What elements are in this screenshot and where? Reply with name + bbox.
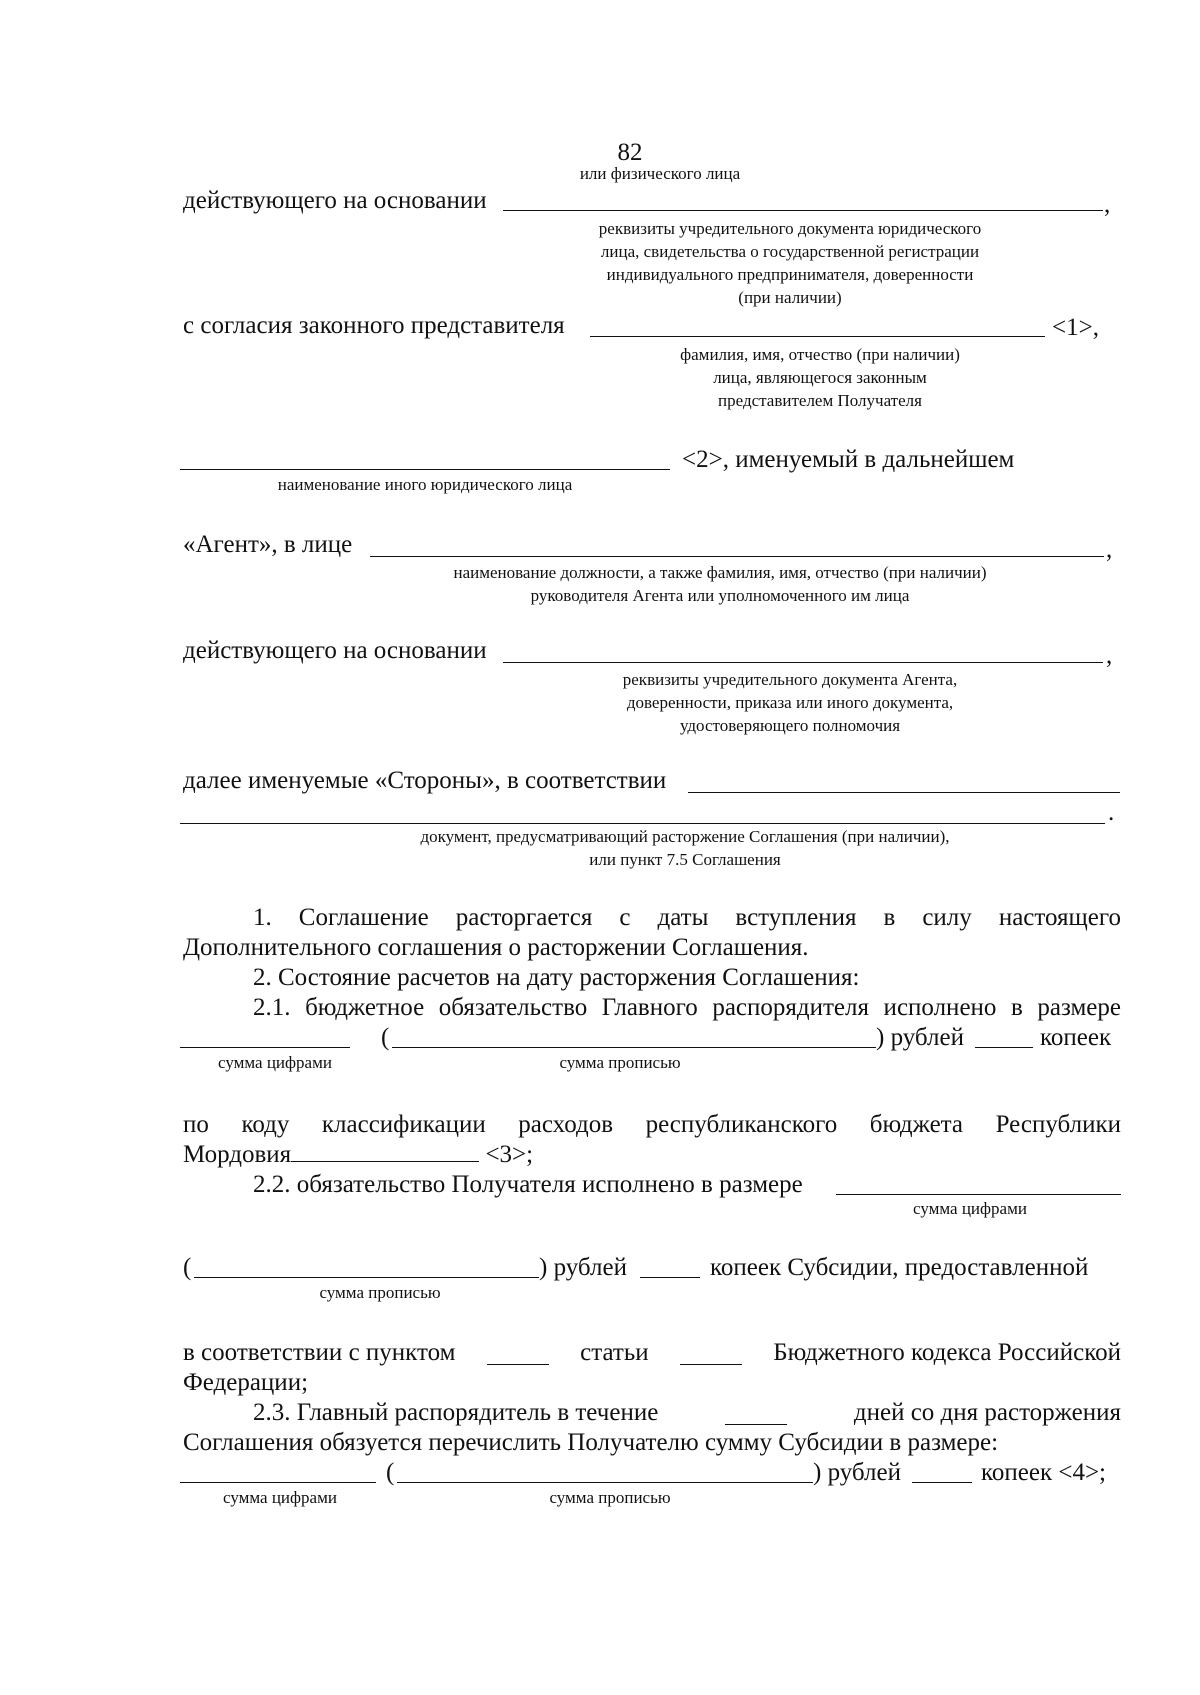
article-label: статьи: [580, 1339, 649, 1366]
other-entity-blank[interactable]: [180, 469, 670, 470]
other-entity-caption: наименование иного юридического лица: [277, 475, 573, 494]
sum-words-caption-2: сумма прописью: [319, 1283, 441, 1302]
clause-2-2-kopecks: копеек Субсидии, предоставленной: [710, 1254, 1089, 1281]
sum-digits-blank[interactable]: [180, 1047, 350, 1048]
paren-open-2: (: [183, 1254, 192, 1281]
legal-rep-caption-3: представителем Получателя: [718, 391, 922, 410]
acting-basis-caption-4: (при наличии): [738, 288, 842, 307]
rubles-label: ) рублей: [876, 1024, 964, 1051]
classification-code-blank[interactable]: [291, 1141, 479, 1162]
clause-2-3-kopecks: копеек <4>;: [981, 1459, 1106, 1486]
legal-rep-caption-2: лица, являющегося законным: [713, 368, 927, 387]
clause-2: 2. Состояние расчетов на дату расторжения Соглашения:: [253, 964, 860, 991]
parties-caption-1: документ, предусматривающий расторжение Соглашения (при наличии),: [420, 827, 950, 846]
agent-caption-1: наименование должности, а также фамилия, имя, отчество (при наличии): [453, 563, 987, 582]
page-number: 82: [617, 139, 643, 166]
clause-2-2: 2.2. обязательство Получателя исполнено в размере: [253, 1171, 803, 1198]
kopecks-blank-2[interactable]: [640, 1277, 700, 1278]
period: .: [1108, 799, 1115, 826]
sum-digits-caption-3: сумма цифрами: [223, 1488, 337, 1507]
point-label: в соответствии с пунктом: [183, 1339, 456, 1366]
acting-basis-2-label: действующего на основании: [183, 637, 487, 664]
acting-basis-blank[interactable]: [503, 210, 1103, 211]
other-entity-suffix: <2>, именуемый в дальнейшем: [682, 446, 1015, 473]
kopecks-label: копеек: [1040, 1024, 1112, 1051]
parties-caption-2: или пункт 7.5 Соглашения: [589, 850, 781, 869]
clause-2-3-line-2: Соглашения обязуется перечислить Получателю сумму Субсидии в размере:: [183, 1429, 999, 1456]
footnote-1: <1>,: [1052, 314, 1099, 341]
parties-blank-1[interactable]: [688, 792, 1120, 793]
agent-blank[interactable]: [370, 556, 1104, 557]
sum-words-blank-2[interactable]: [194, 1277, 539, 1278]
comma: ,: [1106, 536, 1113, 563]
acting-basis-label: действующего на основании: [183, 187, 487, 214]
acting-basis-2-caption-3: удостоверяющего полномочия: [679, 716, 901, 735]
point-blank[interactable]: [487, 1344, 549, 1365]
sum-digits-caption-2: сумма цифрами: [913, 1199, 1027, 1218]
budget-code-label: Бюджетного кодекса Российской: [773, 1339, 1121, 1366]
kopecks-blank-3[interactable]: [912, 1482, 972, 1483]
acting-basis-caption-3: индивидуального предпринимателя, доверенности: [606, 265, 974, 284]
sum-words-blank[interactable]: [392, 1047, 876, 1048]
clause-1-line-1: 1. Соглашение расторгается с даты вступления в силу настоящего: [253, 904, 1121, 931]
clause-2-2-cont-2: Федерации;: [183, 1369, 309, 1396]
sum-words-blank-3[interactable]: [397, 1482, 813, 1483]
sum-words-caption-3: сумма прописью: [549, 1488, 671, 1507]
acting-basis-caption-2: лица, свидетельства о государственной регистрации: [600, 242, 980, 261]
sum-digits-blank-2[interactable]: [836, 1194, 1121, 1195]
comma: ,: [1104, 191, 1111, 218]
clause-2-3-start: 2.3. Главный распорядитель в течение: [253, 1399, 659, 1426]
acting-basis-2-blank[interactable]: [503, 662, 1103, 663]
article-blank[interactable]: [680, 1344, 742, 1365]
header-caption: или физического лица: [579, 164, 741, 183]
comma: ,: [1106, 642, 1113, 669]
sum-digits-blank-3[interactable]: [180, 1482, 376, 1483]
days-blank[interactable]: [725, 1404, 787, 1425]
clause-2-1: 2.1. бюджетное обязательство Главного распорядителя исполнено в размере: [253, 994, 1121, 1021]
clause-2-3-end: дней со дня расторжения: [853, 1399, 1121, 1426]
legal-rep-blank[interactable]: [590, 336, 1045, 337]
kopecks-blank[interactable]: [975, 1047, 1033, 1048]
clause-2-1-cont-2: [183, 1140, 533, 1170]
paren-open-3: (: [386, 1459, 395, 1486]
clause-2-1-cont-1: по коду классификации расходов республиканского бюджета Республики: [183, 1111, 1121, 1138]
footnote-3: <3>;: [485, 1141, 534, 1168]
agent-label: «Агент», в лице: [183, 531, 353, 558]
legal-rep-caption-1: фамилия, имя, отчество (при наличии): [680, 345, 960, 364]
rubles-label-3: ) рублей: [813, 1459, 901, 1486]
rubles-label-2: ) рублей: [539, 1254, 627, 1281]
clause-1-line-2: Дополнительного соглашения о расторжении Соглашения.: [183, 934, 809, 961]
region-label: Мордовия: [183, 1141, 292, 1168]
legal-rep-label: с согласия законного представителя: [183, 312, 565, 339]
clause-2-3-line-1: [253, 1398, 1121, 1428]
acting-basis-2-caption-2: доверенности, приказа или иного документа,: [626, 693, 954, 712]
parties-label: далее именуемые «Стороны», в соответствии: [183, 767, 667, 794]
paren-open: (: [381, 1024, 390, 1051]
agent-caption-2: руководителя Агента или уполномоченного им лица: [530, 586, 910, 605]
acting-basis-caption-1: реквизиты учредительного документа юридического: [598, 219, 982, 238]
sum-digits-caption: сумма цифрами: [218, 1053, 332, 1072]
sum-words-caption: сумма прописью: [559, 1053, 681, 1072]
clause-2-2-cont-1: [183, 1338, 1121, 1368]
acting-basis-2-caption-1: реквизиты учредительного документа Агента,: [622, 670, 958, 689]
parties-blank-2[interactable]: [180, 823, 1105, 824]
